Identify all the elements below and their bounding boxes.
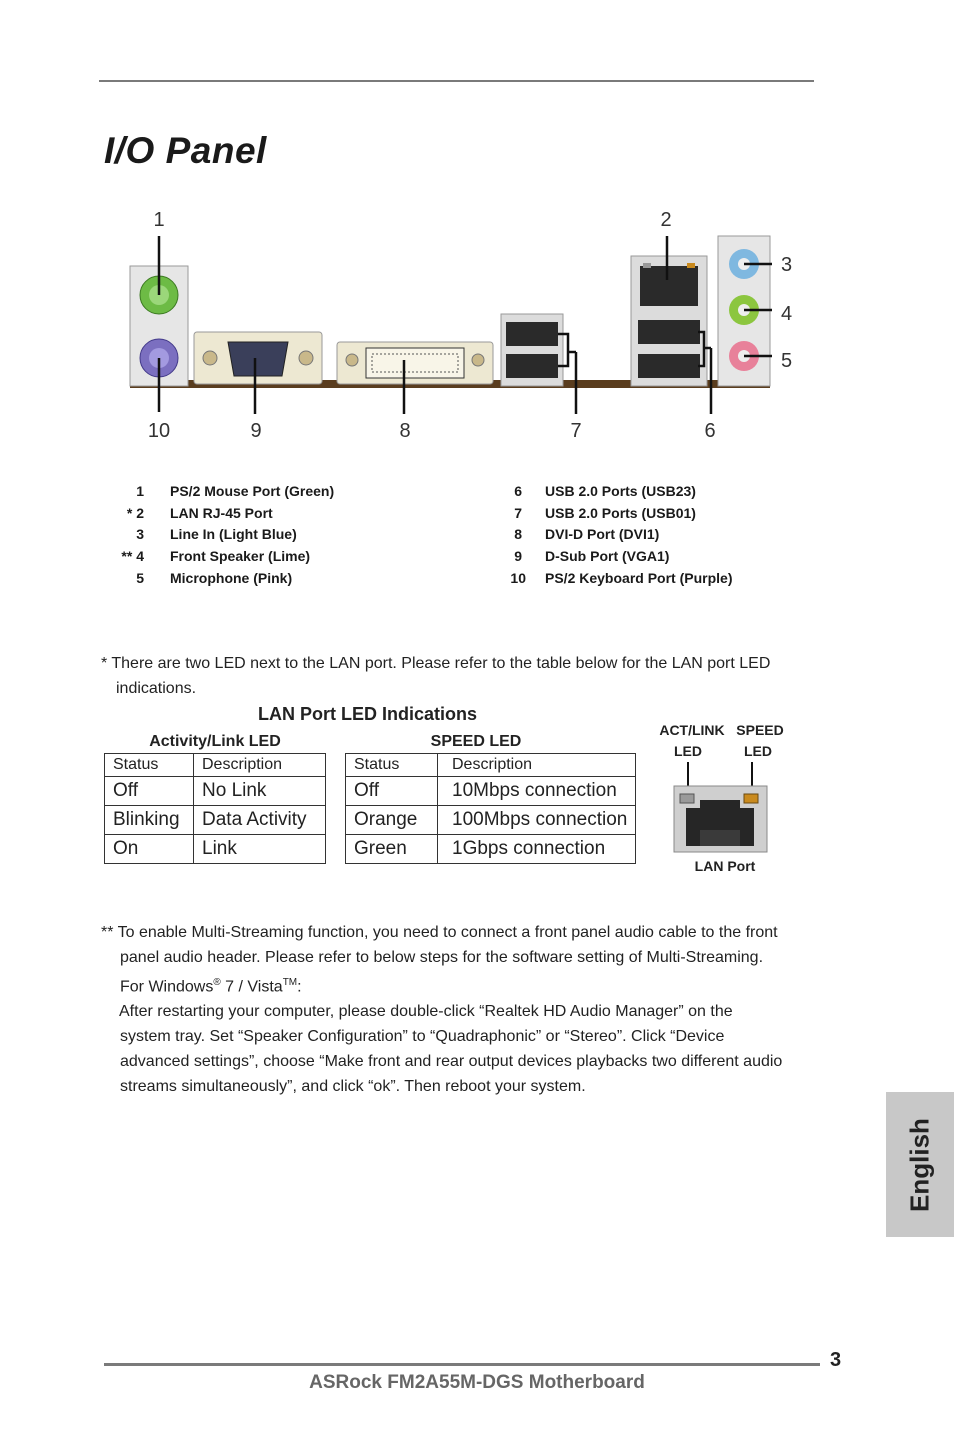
legend-label: USB 2.0 Ports (USB01) bbox=[545, 505, 696, 521]
table-header: Description bbox=[194, 754, 326, 777]
footer-text: ASRock FM2A55M-DGS Motherboard bbox=[309, 1372, 645, 1393]
windows-line bbox=[101, 970, 831, 999]
legend-label: USB 2.0 Ports (USB23) bbox=[545, 483, 696, 499]
lan-port-label: LAN Port bbox=[694, 858, 756, 874]
callout-8: 8 bbox=[399, 420, 411, 442]
legend-label: Microphone (Pink) bbox=[170, 570, 293, 586]
table-cell: Blinking bbox=[105, 806, 194, 835]
note-line: system tray. Set “Speaker Configuration” to “Quadraphonic” or “Stereo”. Click “Device bbox=[120, 1028, 725, 1046]
page-title: I/O Panel bbox=[104, 130, 267, 171]
table-header: Status bbox=[105, 754, 194, 777]
vga-port bbox=[194, 332, 322, 384]
legend-label: D-Sub Port (VGA1) bbox=[545, 548, 670, 564]
dvi-port bbox=[337, 342, 493, 384]
note-line: advanced settings”, choose “Make front and rear output devices playbacks two different audio bbox=[120, 1053, 783, 1071]
callout-6: 6 bbox=[704, 420, 716, 442]
speed-table-caption: SPEED LED bbox=[430, 733, 522, 750]
activity-table-caption: Activity/Link LED bbox=[149, 733, 281, 750]
table-header: Status bbox=[346, 754, 438, 777]
registered-mark: ® bbox=[213, 977, 221, 988]
note-line: After restarting your computer, please double-click “Realtek HD Audio Manager” on the bbox=[119, 1003, 733, 1021]
language-tab-label: English bbox=[904, 1117, 935, 1212]
legend-label: PS/2 Keyboard Port (Purple) bbox=[545, 570, 733, 586]
legend-num: 8 bbox=[514, 526, 522, 542]
legend-num: 7 bbox=[514, 505, 522, 521]
legend-num: 6 bbox=[514, 483, 522, 499]
callout-4: 4 bbox=[781, 303, 793, 325]
table-cell: 100Mbps connection bbox=[438, 806, 636, 835]
act-link-label bbox=[652, 722, 732, 759]
callout-9: 9 bbox=[250, 420, 262, 442]
table-header: Description bbox=[438, 754, 636, 777]
activity-led-table bbox=[104, 753, 326, 864]
lan-usb23-stack bbox=[631, 256, 707, 386]
table-cell: Data Activity bbox=[194, 806, 326, 835]
table-cell: Link bbox=[194, 835, 326, 864]
act-label-line-2: LED bbox=[674, 743, 702, 759]
legend-num: 9 bbox=[514, 548, 522, 564]
callout-2: 2 bbox=[660, 209, 672, 231]
speed-led-table bbox=[345, 753, 636, 864]
callout-3: 3 bbox=[781, 254, 793, 276]
bottom-rule bbox=[104, 1363, 820, 1366]
note-line: * There are two LED next to the LAN port. Please refer to the table below for the LAN port LED bbox=[101, 655, 771, 672]
legend-label: Line In (Light Blue) bbox=[170, 526, 297, 542]
io-panel-diagram bbox=[100, 200, 800, 450]
lan-port bbox=[640, 266, 698, 306]
note-line: streams simultaneously”, and click “ok”. Then reboot your system. bbox=[120, 1078, 586, 1096]
note-line: indications. bbox=[116, 680, 197, 697]
callout-10: 10 bbox=[147, 420, 171, 442]
language-tab bbox=[886, 1092, 954, 1237]
lan-led-note bbox=[101, 651, 770, 701]
multi-streaming-note bbox=[101, 920, 831, 1099]
act-led-indicator bbox=[680, 794, 694, 803]
legend-num: 3 bbox=[136, 526, 144, 542]
table-cell: 10Mbps connection bbox=[438, 777, 636, 806]
led-section-title: LAN Port LED Indications bbox=[258, 704, 478, 724]
speed-led-indicator bbox=[744, 794, 758, 803]
windows-text: For Windows bbox=[120, 978, 214, 996]
vista-text: 7 / Vista bbox=[220, 978, 283, 996]
top-rule bbox=[99, 80, 814, 82]
usb01-ports bbox=[501, 314, 563, 386]
legend-num: 5 bbox=[136, 570, 144, 586]
table-cell: Off bbox=[105, 777, 194, 806]
callout-1: 1 bbox=[153, 209, 165, 231]
table-cell: Orange bbox=[346, 806, 438, 835]
table-cell: 1Gbps connection bbox=[438, 835, 636, 864]
act-label-line-1: ACT/LINK bbox=[659, 722, 725, 738]
table-cell: Green bbox=[346, 835, 438, 864]
legend-label: Front Speaker (Lime) bbox=[170, 548, 311, 564]
lan-port-figure bbox=[670, 760, 770, 854]
speed-label-line-2: LED bbox=[744, 743, 772, 759]
table-cell: On bbox=[105, 835, 194, 864]
speed-label-line-1: SPEED bbox=[736, 722, 784, 738]
legend-label: PS/2 Mouse Port (Green) bbox=[170, 483, 335, 499]
legend-label: LAN RJ-45 Port bbox=[170, 505, 273, 521]
note-line: panel audio header. Please refer to below steps for the software setting of Multi-Streaming. bbox=[120, 949, 764, 966]
table-cell: Off bbox=[346, 777, 438, 806]
table-cell: No Link bbox=[194, 777, 326, 806]
colon-text: : bbox=[297, 978, 302, 996]
speed-led-label bbox=[730, 722, 790, 759]
legend-num: ** 4 bbox=[121, 548, 144, 564]
callout-5: 5 bbox=[781, 350, 793, 372]
page-number: 3 bbox=[830, 1349, 842, 1371]
trademark-mark: TM bbox=[282, 977, 298, 988]
note-line: ** To enable Multi-Streaming function, you need to connect a front panel audio cable to the front bbox=[101, 924, 778, 941]
legend-num: 10 bbox=[510, 570, 526, 586]
legend-label: DVI-D Port (DVI1) bbox=[545, 526, 660, 542]
legend-num: * 2 bbox=[126, 505, 144, 521]
legend-num: 1 bbox=[136, 483, 144, 499]
callout-7: 7 bbox=[570, 420, 582, 442]
